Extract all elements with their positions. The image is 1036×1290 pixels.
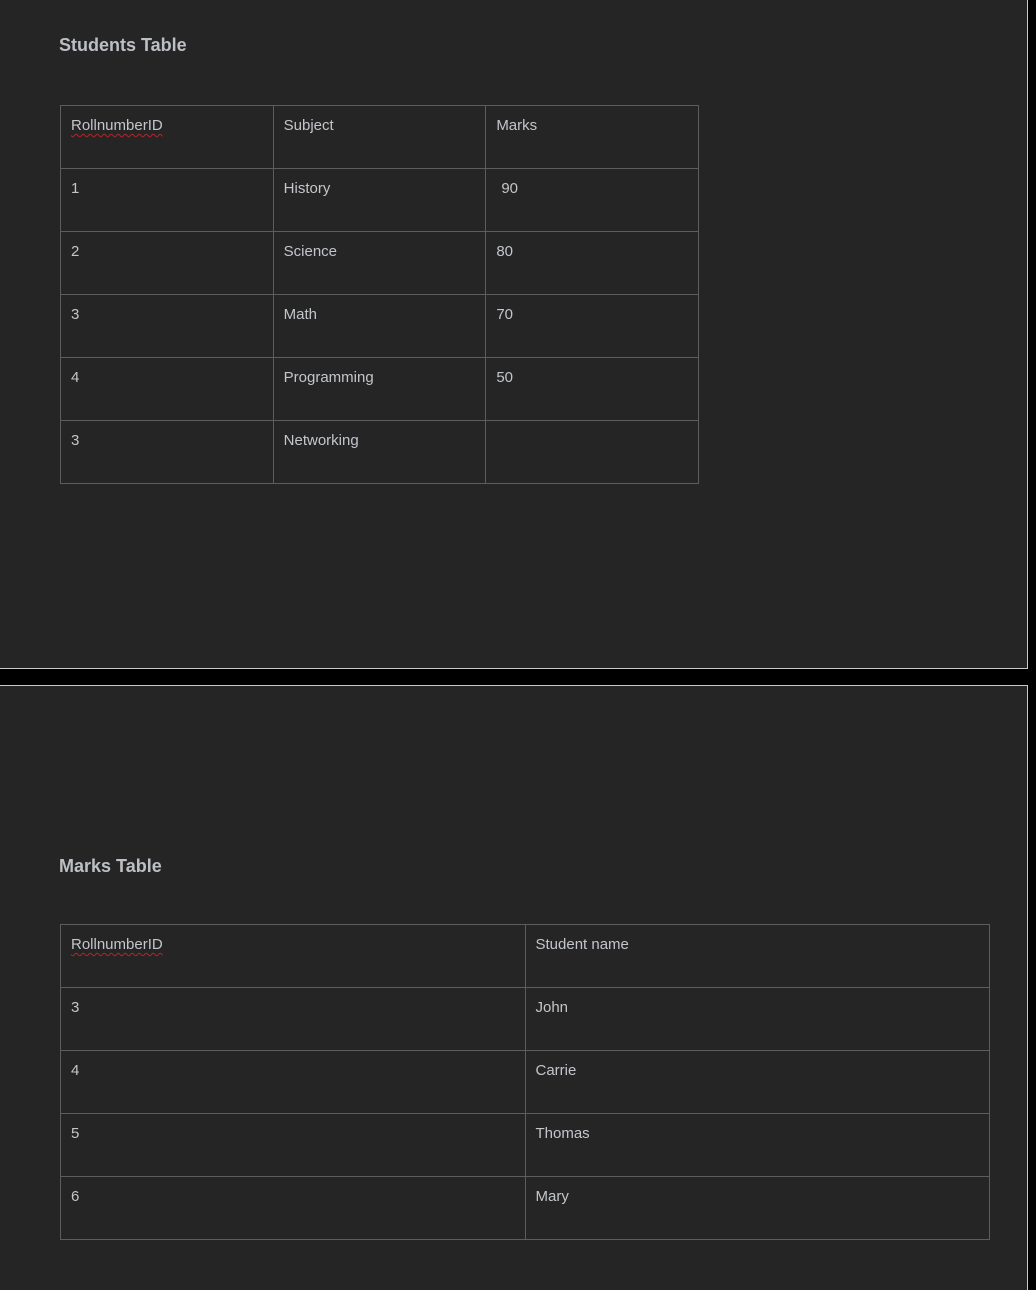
table-cell[interactable]	[61, 169, 274, 232]
table-cell[interactable]	[61, 988, 526, 1051]
table-row	[61, 169, 699, 232]
cell-text: 50	[496, 369, 513, 386]
table-row	[61, 358, 699, 421]
header-cell[interactable]	[486, 106, 699, 169]
header-cell[interactable]	[525, 925, 990, 988]
cell-text: Science	[283, 243, 338, 260]
table-cell[interactable]	[486, 232, 699, 295]
cell-text: 3	[71, 999, 80, 1016]
header-cell[interactable]	[273, 106, 486, 169]
cell-text: History	[283, 180, 331, 197]
students-table-title: Students Table	[59, 35, 187, 55]
table-cell[interactable]	[525, 1051, 990, 1114]
table-header-row	[61, 106, 699, 169]
table-cell[interactable]	[525, 1114, 990, 1177]
cell-text: 70	[496, 306, 513, 323]
header-rollnumberid: RollnumberID	[71, 117, 163, 134]
table-cell[interactable]	[486, 358, 699, 421]
cell-text: Thomas	[535, 1125, 590, 1142]
cell-text: 2	[71, 243, 80, 260]
table-row	[61, 1051, 990, 1114]
cell-text: Mary	[535, 1188, 569, 1205]
table-cell[interactable]	[61, 421, 274, 484]
table-cell[interactable]	[61, 1114, 526, 1177]
cell-text: 80	[496, 243, 513, 260]
table-cell[interactable]	[273, 295, 486, 358]
table-row	[61, 1177, 990, 1240]
header-subject: Subject	[283, 117, 334, 134]
table-cell[interactable]	[273, 358, 486, 421]
table-cell[interactable]	[486, 169, 699, 232]
table-row	[61, 1114, 990, 1177]
table-cell[interactable]	[61, 1177, 526, 1240]
table-cell[interactable]	[61, 232, 274, 295]
table-row	[61, 421, 699, 484]
cell-text: Math	[283, 306, 318, 323]
cell-text: Networking	[283, 432, 359, 449]
table-row	[61, 988, 990, 1051]
header-rollnumberid: RollnumberID	[71, 936, 163, 953]
table-cell[interactable]	[486, 295, 699, 358]
cell-text: 3	[71, 306, 80, 323]
table-cell[interactable]	[61, 1051, 526, 1114]
header-student-name: Student name	[535, 936, 629, 953]
table-row	[61, 295, 699, 358]
header-marks: Marks	[496, 117, 538, 134]
marks-table	[60, 924, 990, 1240]
cell-text: 4	[71, 1062, 80, 1079]
cell-text: 4	[71, 369, 80, 386]
table-row	[61, 232, 699, 295]
header-cell[interactable]	[61, 925, 526, 988]
cell-text: 3	[71, 432, 80, 449]
header-cell[interactable]	[61, 106, 274, 169]
table-header-row	[61, 925, 990, 988]
cell-text: 6	[71, 1188, 80, 1205]
table-cell[interactable]	[273, 169, 486, 232]
cell-text: 1	[71, 180, 80, 197]
table-cell[interactable]	[61, 358, 274, 421]
table-cell[interactable]	[525, 988, 990, 1051]
table-cell[interactable]	[486, 421, 699, 484]
table-cell[interactable]	[273, 421, 486, 484]
cell-text: 5	[71, 1125, 80, 1142]
cell-text: John	[535, 999, 569, 1016]
table-cell[interactable]	[61, 295, 274, 358]
cell-text: 90	[501, 180, 518, 197]
cell-text: Carrie	[535, 1062, 577, 1079]
marks-table-title: Marks Table	[59, 856, 162, 876]
table-cell[interactable]	[525, 1177, 990, 1240]
cell-text: Programming	[283, 369, 374, 386]
document-page-bottom	[0, 685, 1028, 1290]
table-cell[interactable]	[273, 232, 486, 295]
students-table	[60, 105, 699, 484]
